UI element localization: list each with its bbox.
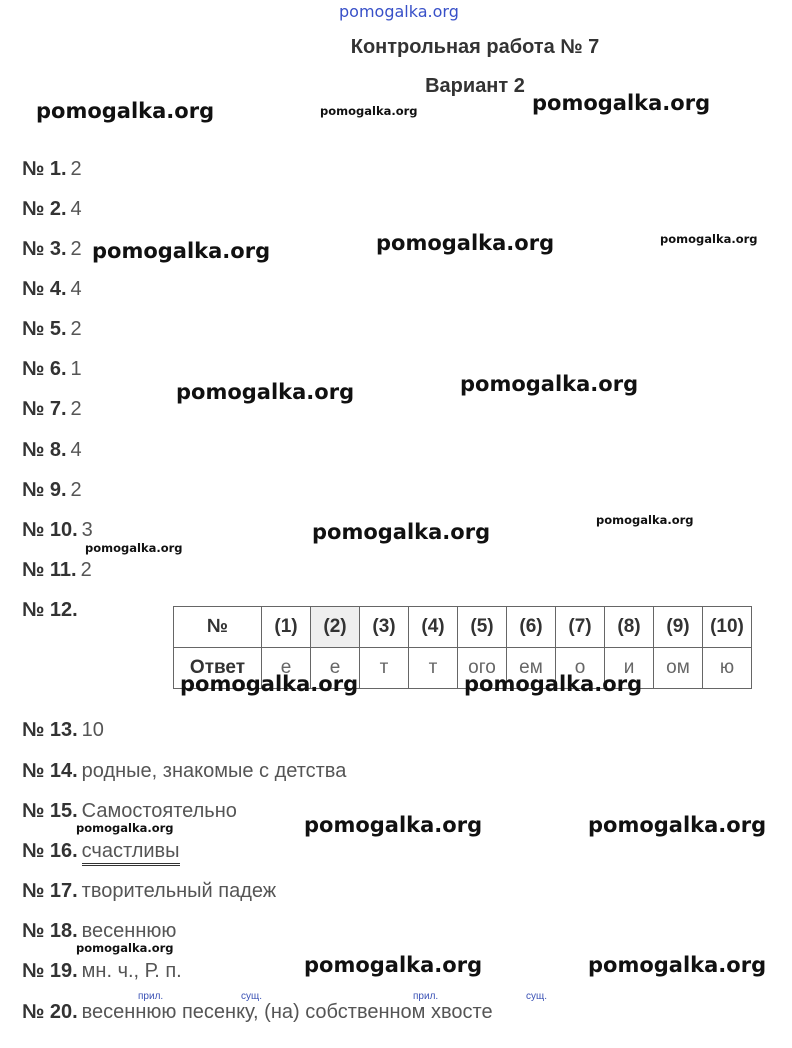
question-row xyxy=(22,237,82,261)
table-cell: е xyxy=(311,648,360,689)
watermark: pomogalka.org xyxy=(320,104,418,118)
watermark: pomogalka.org xyxy=(464,672,643,696)
question-row xyxy=(22,317,82,341)
question-number: № 14. xyxy=(22,760,78,782)
table-cell: и xyxy=(605,648,654,689)
question-answer: 4 xyxy=(70,198,82,220)
question-number: № 9. xyxy=(22,479,67,501)
table-cell: ого xyxy=(458,648,507,689)
question-answer: 4 xyxy=(70,439,82,461)
watermark: pomogalka.org xyxy=(176,380,355,404)
question-answer: весеннюю xyxy=(81,920,177,942)
table-cell: (3) xyxy=(360,607,409,648)
table-cell: (7) xyxy=(556,607,605,648)
question-row xyxy=(22,879,276,903)
question-row xyxy=(22,1000,493,1024)
question-row xyxy=(22,438,82,462)
question-answer: Самостоятельно xyxy=(81,800,237,822)
question-row xyxy=(22,759,346,783)
annotation-label: прил. xyxy=(138,991,164,1002)
watermark: pomogalka.org xyxy=(532,91,711,115)
table-cell: (1) xyxy=(262,607,311,648)
question-number: № 20. xyxy=(22,1001,78,1023)
question-answer: 2 xyxy=(70,318,82,340)
question-number: № 1. xyxy=(22,158,67,180)
question-answer: 2 xyxy=(70,158,82,180)
watermark: pomogalka.org xyxy=(339,2,459,21)
watermark: pomogalka.org xyxy=(460,372,639,396)
watermark: pomogalka.org xyxy=(36,99,215,123)
question-row xyxy=(22,478,82,502)
question-answer: 4 xyxy=(70,278,82,300)
question-row xyxy=(22,397,82,421)
question-row xyxy=(22,277,82,301)
watermark: pomogalka.org xyxy=(92,239,271,263)
question-answer: счастливы xyxy=(82,840,180,866)
question-number: № 8. xyxy=(22,439,67,461)
table-cell: т xyxy=(360,648,409,689)
question-number: № 19. xyxy=(22,960,78,982)
table-cell: ем xyxy=(507,648,556,689)
table-header-cell: № xyxy=(174,607,262,648)
table-cell: о xyxy=(556,648,605,689)
table-cell: т xyxy=(409,648,458,689)
question-number: № 15. xyxy=(22,800,78,822)
question-answer: 1 xyxy=(70,358,82,380)
question-answer: 2 xyxy=(80,559,92,581)
question-answer: 2 xyxy=(70,238,82,260)
question-row xyxy=(22,799,237,823)
table-cell: (10) xyxy=(703,607,752,648)
watermark: pomogalka.org xyxy=(376,231,555,255)
watermark: pomogalka.org xyxy=(304,813,483,837)
table-cell: е xyxy=(262,648,311,689)
question-number: № 18. xyxy=(22,920,78,942)
question-row xyxy=(22,919,176,943)
question-answer: 10 xyxy=(81,719,104,741)
question-row xyxy=(22,839,180,863)
question-row xyxy=(22,959,182,983)
question-row xyxy=(22,357,82,381)
question-number: № 17. xyxy=(22,880,78,902)
question-row xyxy=(22,197,82,221)
table-cell: (6) xyxy=(507,607,556,648)
question-number: № 13. xyxy=(22,719,78,741)
table-row xyxy=(174,607,752,648)
table-header-cell: Ответ xyxy=(174,648,262,689)
watermark: pomogalka.org xyxy=(588,953,767,977)
watermark: pomogalka.org xyxy=(85,541,183,555)
question-number: № 12. xyxy=(22,599,78,621)
question-number: № 2. xyxy=(22,198,67,220)
question-number: № 4. xyxy=(22,278,67,300)
watermark: pomogalka.org xyxy=(180,672,359,696)
question-answer: мн. ч., Р. п. xyxy=(81,960,182,982)
question-row xyxy=(22,518,93,542)
question-number: № 7. xyxy=(22,398,67,420)
question-number: № 11. xyxy=(22,559,77,581)
table-cell: (2) xyxy=(311,607,360,648)
table-cell: (5) xyxy=(458,607,507,648)
table-cell: (4) xyxy=(409,607,458,648)
question-answer: весеннюю песенку, (на) собственном хвосте xyxy=(81,1001,493,1023)
watermark: pomogalka.org xyxy=(660,232,758,246)
table-cell: ом xyxy=(654,648,703,689)
question-number: № 16. xyxy=(22,840,78,862)
annotation-label: прил. xyxy=(413,991,439,1002)
question-row xyxy=(22,598,82,622)
watermark: pomogalka.org xyxy=(312,520,491,544)
question-row xyxy=(22,157,82,181)
question-answer: 2 xyxy=(70,398,82,420)
question-number: № 10. xyxy=(22,519,78,541)
variant-title: Вариант 2 xyxy=(425,75,525,97)
question-number: № 6. xyxy=(22,358,67,380)
watermark: pomogalka.org xyxy=(304,953,483,977)
question-answer: 2 xyxy=(70,479,82,501)
question-number: № 3. xyxy=(22,238,67,260)
watermark: pomogalka.org xyxy=(588,813,767,837)
watermark: pomogalka.org xyxy=(76,941,174,955)
annotation-label: сущ. xyxy=(241,991,263,1002)
question-row xyxy=(22,718,104,742)
table-cell: ю xyxy=(703,648,752,689)
question-number: № 5. xyxy=(22,318,67,340)
question-row xyxy=(22,558,92,582)
question-answer: творительный падеж xyxy=(81,880,277,902)
watermark: pomogalka.org xyxy=(596,513,694,527)
page-title: Контрольная работа № 7 xyxy=(350,36,600,58)
question-answer: родные, знакомые с детства xyxy=(81,760,347,782)
table-cell: (9) xyxy=(654,607,703,648)
watermark: pomogalka.org xyxy=(76,821,174,835)
question-answer: 3 xyxy=(81,519,93,541)
table-cell: (8) xyxy=(605,607,654,648)
annotation-label: сущ. xyxy=(526,991,548,1002)
